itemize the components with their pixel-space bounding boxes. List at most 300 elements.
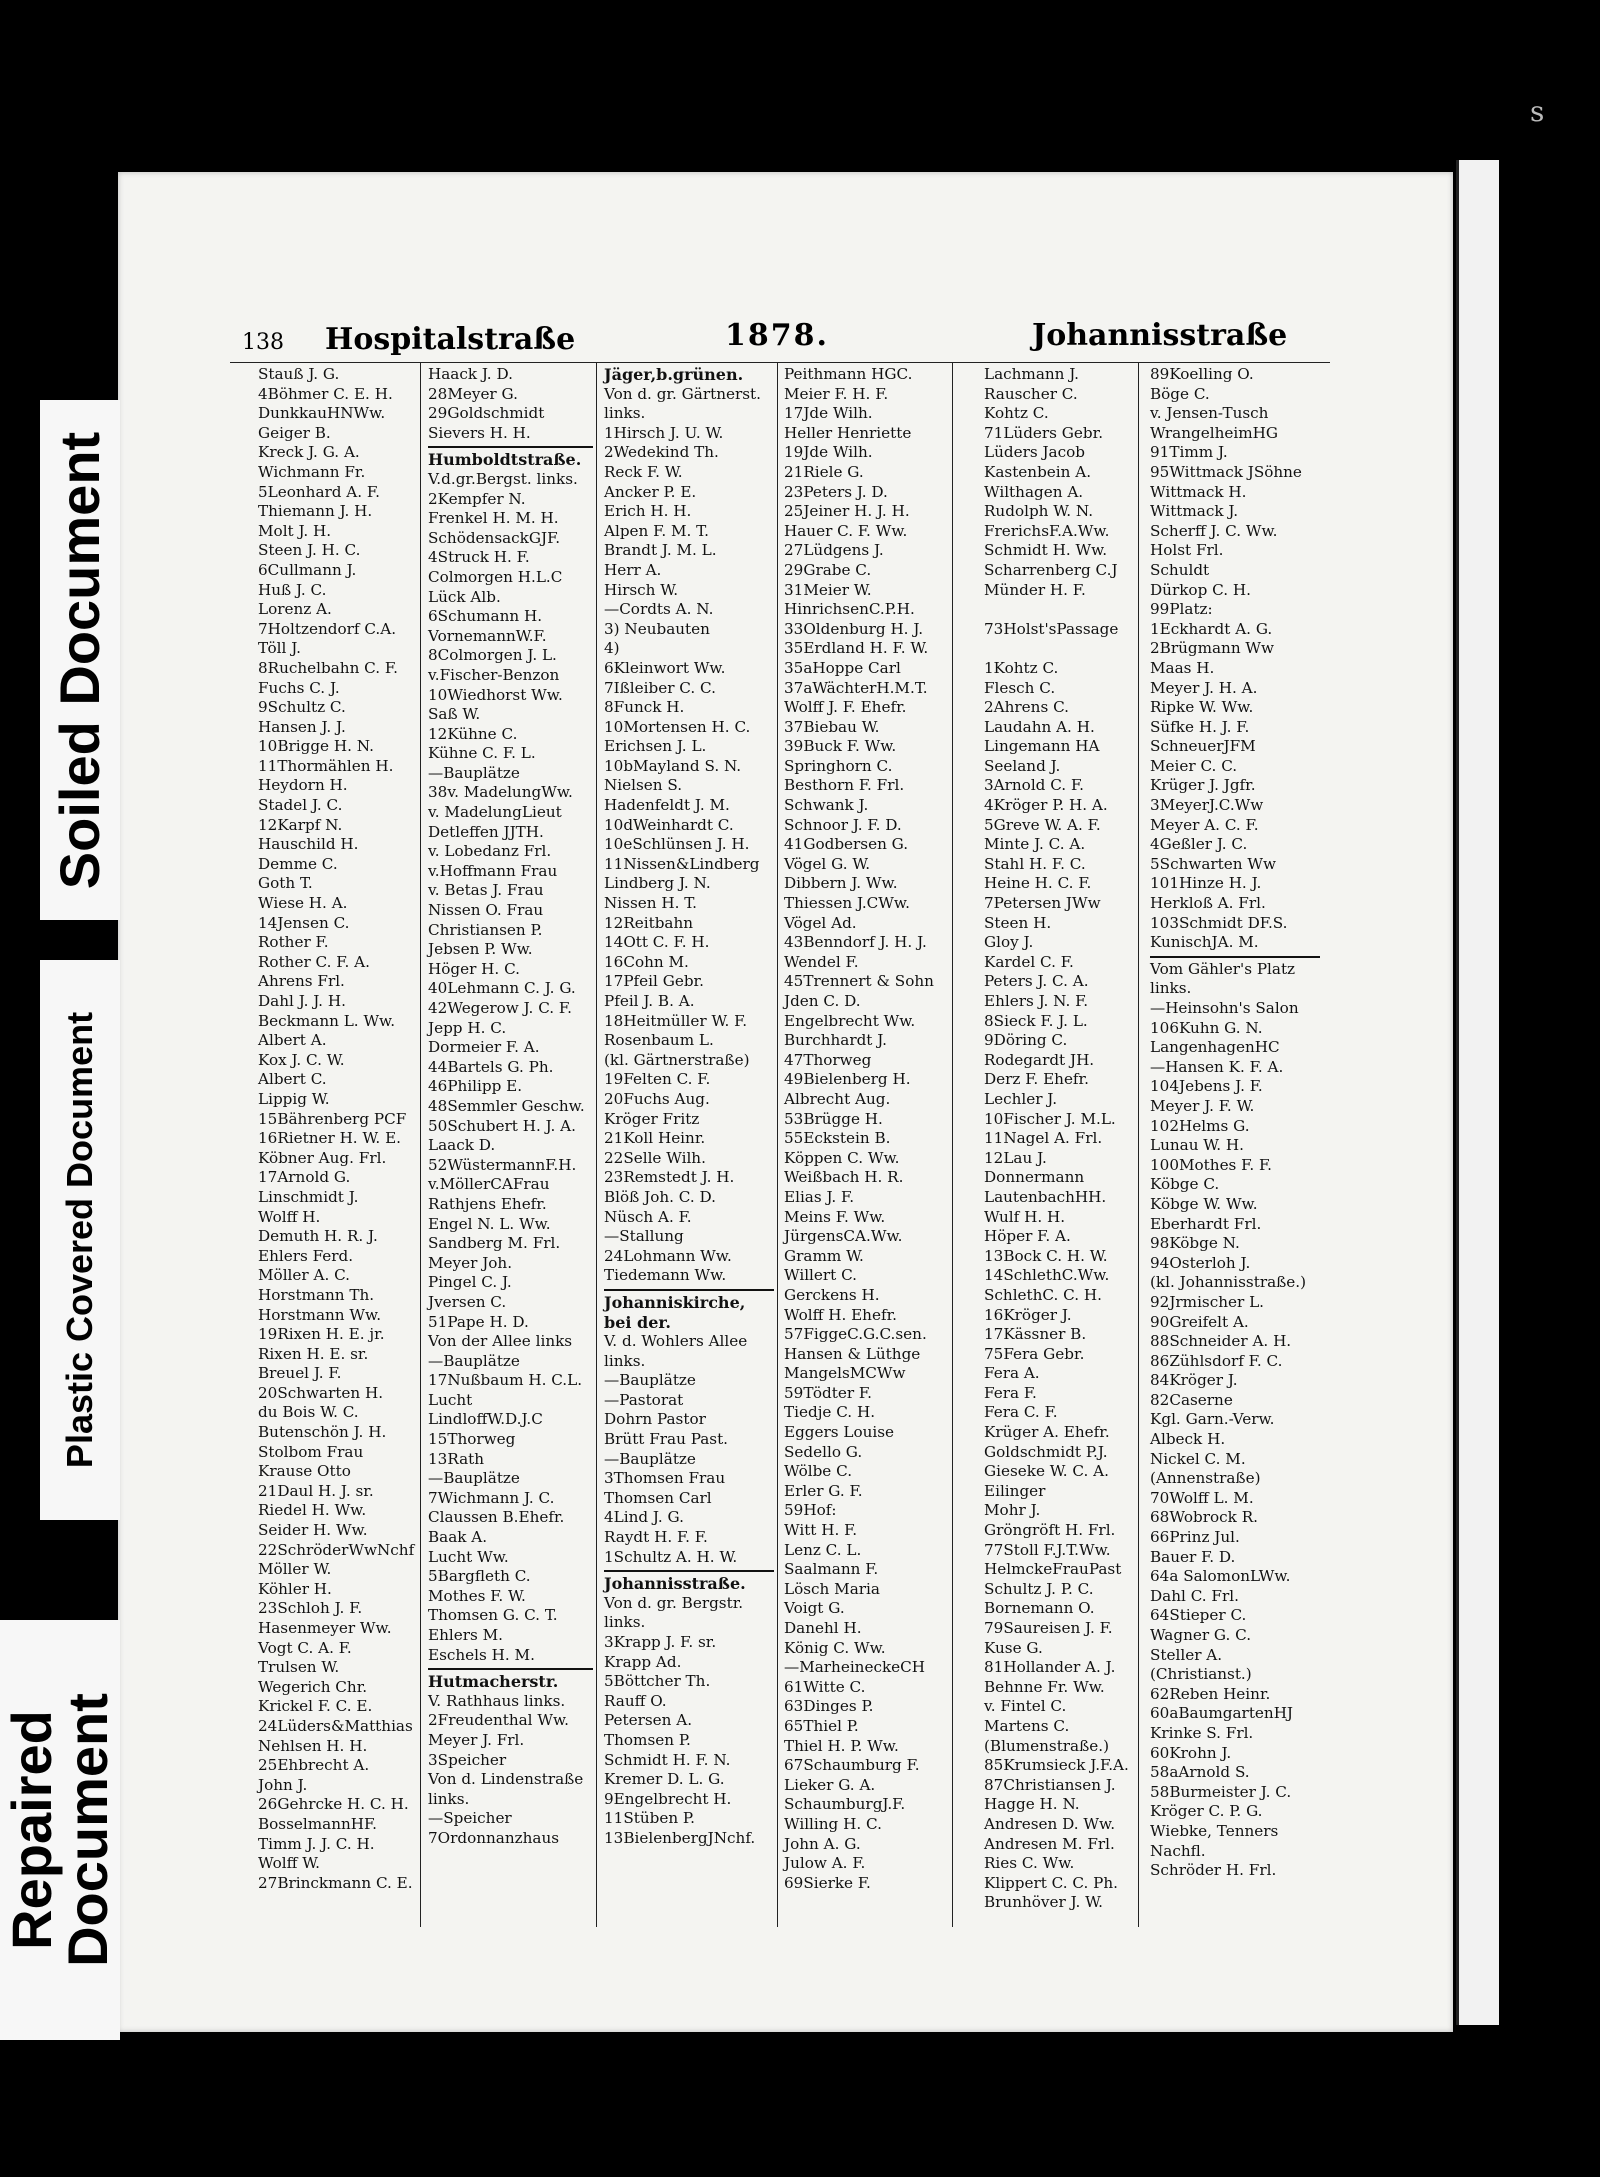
directory-entry: Donnermann <box>984 1168 1085 1187</box>
directory-entry: Lindberg J. N. <box>604 874 711 893</box>
directory-entry: Brunhöver J. W. <box>984 1893 1103 1912</box>
directory-entry: Engel N. L. Ww. <box>428 1214 551 1233</box>
directory-entry: 68Wobrock R. <box>1150 1508 1258 1527</box>
directory-entry: 51Pape H. D. <box>428 1312 529 1331</box>
directory-entry: Hirsch W. <box>604 580 679 599</box>
directory-entry: Springhorn C. <box>784 756 893 775</box>
directory-entry: Lenz C. L. <box>784 1540 862 1559</box>
directory-entry: 89Koelling O. <box>1150 365 1254 383</box>
column-2 <box>428 365 593 1849</box>
directory-entry: Lunau W. H. <box>1150 1136 1244 1155</box>
repaired-line-2: Document <box>56 1693 120 1967</box>
directory-entry: 100Mothes F. F. <box>1150 1155 1273 1174</box>
directory-entry: 33Oldenburg H. J. <box>784 619 924 638</box>
directory-entry: 24Lüders&Matthias <box>258 1716 413 1735</box>
directory-entry: Rother F. <box>258 933 329 952</box>
directory-entry: 81Hollander A. J. <box>984 1658 1116 1677</box>
directory-entry: 14Ott C. F. H. <box>604 933 710 952</box>
directory-entry: König C. Ww. <box>784 1638 886 1657</box>
directory-entry: Hagge H. N. <box>984 1795 1080 1814</box>
directory-entry: Jden C. D. <box>784 992 861 1010</box>
directory-entry: Laack D. <box>428 1136 496 1155</box>
directory-entry: Von d. gr. Gärtnerst. <box>604 384 761 403</box>
directory-entry: Ehlers M. <box>428 1626 503 1644</box>
directory-entry: 79Saureisen J. F. <box>984 1619 1113 1637</box>
directory-entry: 10Wiedhorst Ww. <box>428 685 563 704</box>
directory-entry: Heine H. C. F. <box>984 874 1092 893</box>
directory-entry: Wolff J. F. Ehefr. <box>784 698 907 717</box>
directory-entry: Thomsen Carl <box>604 1488 712 1507</box>
directory-entry: 26Gehrcke H. C. H. <box>258 1795 409 1814</box>
directory-entry: 77Stoll F.J.T.Ww. <box>984 1540 1111 1559</box>
directory-entry: WrangelheimHG <box>1150 423 1278 442</box>
directory-entry: Höger H. C. <box>428 959 520 978</box>
directory-entry: Besthorn F. Frl. <box>784 776 905 795</box>
directory-entry: Wittmack J. <box>1150 502 1239 521</box>
directory-entry: Claussen B.Ehefr. <box>428 1508 565 1527</box>
directory-entry: 29Grabe C. <box>784 560 872 579</box>
directory-entry: Wiebke, Tenners <box>1150 1821 1279 1840</box>
directory-entry: 60aBaumgartenHJ <box>1150 1704 1294 1723</box>
directory-entry: Ries C. Ww. <box>984 1854 1075 1873</box>
directory-entry: 11Thormählen H. <box>258 756 394 775</box>
directory-entry: Meier F. H. F. <box>784 384 889 403</box>
directory-entry: 10Brigge H. N. <box>258 737 374 756</box>
directory-entry: Mothes F. W. <box>428 1586 526 1605</box>
directory-entry: Wulf H. H. <box>984 1207 1066 1226</box>
directory-entry: 8Funck H. <box>604 698 685 717</box>
directory-entry: 53Brügge H. <box>784 1109 883 1128</box>
directory-entry: Lieker G. A. <box>784 1775 876 1794</box>
directory-entry: Willert C. <box>784 1266 858 1285</box>
directory-entry: 86Zühlsdorf F. C. <box>1150 1351 1283 1370</box>
directory-entry: Wolff W. <box>258 1854 320 1873</box>
directory-entry: 101Hinze H. J. <box>1150 874 1262 893</box>
directory-entry: Eilinger <box>984 1481 1046 1500</box>
directory-entry: 4Struck H. F. <box>428 548 530 567</box>
directory-entry: Böge C. <box>1150 384 1210 403</box>
next-page-edge <box>1456 160 1499 2025</box>
directory-entry: 66Prinz Jul. <box>1150 1528 1240 1547</box>
directory-entry: Lingemann HA <box>984 737 1100 756</box>
directory-entry: LindloffW.D.J.C <box>428 1410 543 1429</box>
directory-entry: Albeck H. <box>1150 1430 1226 1449</box>
directory-entry: Demme C. <box>258 854 338 873</box>
directory-entry: 7Wichmann J. C. <box>428 1488 555 1507</box>
section-rule <box>604 1570 774 1572</box>
directory-entry: Erichsen J. L. <box>604 737 707 756</box>
directory-entry: 12Reitbahn <box>604 913 694 932</box>
directory-entry: Linschmidt J. <box>258 1187 359 1206</box>
directory-entry: Albert A. <box>258 1031 327 1050</box>
directory-entry: —Bauplätze <box>428 763 520 782</box>
directory-entry: Hansen & Lüthge <box>784 1344 921 1363</box>
directory-entry: Willing H. C. <box>784 1814 882 1833</box>
directory-entry: 7Ißleiber C. C. <box>604 678 716 697</box>
directory-entry: 90Greifelt A. <box>1150 1312 1249 1331</box>
directory-entry: 1Eckhardt A. G. <box>1150 619 1273 638</box>
directory-entry: Herr A. <box>604 560 662 579</box>
directory-entry: Hauschild H. <box>258 835 359 854</box>
directory-entry: V. d. Wohlers Allee <box>604 1332 748 1351</box>
directory-entry: v. Lobedanz Frl. <box>428 842 552 861</box>
directory-entry: Ahrens Frl. <box>258 972 345 991</box>
directory-entry: Rauff O. <box>604 1691 667 1710</box>
directory-entry <box>984 639 1134 659</box>
directory-entry: Jebsen P. Ww. <box>428 940 533 959</box>
directory-entry: Derz F. Ehefr. <box>984 1070 1089 1089</box>
directory-entry: Hansen J. J. <box>258 717 346 736</box>
directory-entry: Wendel F. <box>784 952 859 971</box>
directory-entry: SchneuerJFM <box>1150 737 1256 756</box>
directory-entry: links. <box>604 1351 646 1370</box>
directory-entry: 2Ahrens C. <box>984 698 1069 717</box>
directory-entry: Wölbe C. <box>784 1462 853 1481</box>
directory-entry: 22SchröderWwNchf <box>258 1540 415 1559</box>
directory-entry: 3Thomsen Frau <box>604 1469 726 1488</box>
directory-entry: Von d. gr. Bergstr. <box>604 1593 744 1612</box>
directory-entry: links. <box>428 1789 470 1808</box>
directory-entry: 9Schultz C. <box>258 698 346 717</box>
directory-entry: 64a SalomonLWw. <box>1150 1567 1291 1586</box>
directory-entry: 3Krapp J. F. sr. <box>604 1633 717 1651</box>
directory-entry: 13Bock C. H. W. <box>984 1246 1108 1265</box>
directory-entry: Weißbach H. R. <box>784 1168 904 1187</box>
directory-entry: 28Meyer G. <box>428 384 518 403</box>
directory-entry: 40Lehmann C. J. G. <box>428 979 576 998</box>
directory-entry: 6Schumann H. <box>428 607 543 626</box>
directory-entry: Münder H. F. <box>984 580 1086 599</box>
directory-entry: Nissen H. T. <box>604 894 697 913</box>
directory-entry: Kühne C. F. L. <box>428 744 536 763</box>
directory-entry: Timm J. J. C. H. <box>258 1834 375 1853</box>
directory-entry: 15Bährenberg PCF <box>258 1109 407 1128</box>
directory-entry: Schmidt H. Ww. <box>984 541 1108 560</box>
directory-entry: Schmidt H. F. N. <box>604 1750 731 1769</box>
directory-entry: 17Pfeil Gebr. <box>604 972 704 991</box>
section-rule <box>428 446 593 448</box>
directory-entry: Kremer D. L. G. <box>604 1770 725 1789</box>
directory-entry: Klippert C. C. Ph. <box>984 1873 1118 1892</box>
directory-entry: 5Greve W. A. F. <box>984 815 1101 834</box>
directory-entry: Lösch Maria <box>784 1579 880 1598</box>
directory-entry: 4Geßler J. C. <box>1150 835 1248 854</box>
directory-entry: Lüders Jacob <box>984 443 1085 462</box>
directory-entry: Eggers Louise <box>784 1423 895 1442</box>
directory-entry: Horstmann Th. <box>258 1285 375 1304</box>
directory-entry: Raydt H. F. F. <box>604 1528 708 1547</box>
directory-entry: Kröger C. P. G. <box>1150 1802 1263 1821</box>
directory-entry: SchlethC. C. H. <box>984 1285 1102 1304</box>
directory-entry: Thiel H. P. Ww. <box>784 1736 899 1755</box>
directory-entry: Reck F. W. <box>604 462 683 481</box>
directory-entry: 10eSchlünsen J. H. <box>604 835 750 854</box>
repaired-document-label <box>0 1620 120 2040</box>
directory-entry: Meyer J. F. W. <box>1150 1096 1255 1115</box>
directory-entry: Meyer A. C. F. <box>1150 815 1259 834</box>
directory-entry: 16Rietner H. W. E. <box>258 1129 401 1148</box>
directory-entry: Julow A. F. <box>784 1854 866 1873</box>
header-rule <box>230 362 1330 363</box>
directory-entry: 1Kohtz C. <box>984 658 1059 677</box>
directory-entry: Colmorgen H.L.C <box>428 567 563 586</box>
directory-entry: 27Lüdgens J. <box>784 541 884 560</box>
directory-entry: Sievers H. H. <box>428 423 531 442</box>
directory-entry: Rixen H. E. sr. <box>258 1344 369 1363</box>
right-street-heading: Johannisstraße <box>1032 318 1288 353</box>
directory-entry: 38v. MadelungWw. <box>428 783 573 802</box>
section-heading: bei der. <box>604 1312 671 1332</box>
directory-entry: Schnoor J. F. D. <box>784 815 902 834</box>
directory-entry: Ancker P. E. <box>604 482 697 501</box>
directory-entry: Pingel C. J. <box>428 1273 512 1292</box>
section-rule <box>604 1289 774 1291</box>
directory-entry: 52WüstermannF.H. <box>428 1155 577 1174</box>
directory-entry: 37Biebau W. <box>784 717 880 736</box>
directory-entry: 10dWeinhardt C. <box>604 815 734 834</box>
directory-entry: Sandberg M. Frl. <box>428 1234 561 1253</box>
directory-entry: Seeland J. <box>984 756 1061 775</box>
directory-entry: Alpen F. M. T. <box>604 521 709 540</box>
directory-entry: Jversen C. <box>428 1292 507 1311</box>
directory-entry: Lachmann J. <box>984 365 1080 383</box>
directory-entry: links. <box>604 1613 646 1632</box>
directory-entry: 95Wittmack JSöhne <box>1150 462 1302 481</box>
directory-entry: 4Kröger P. H. A. <box>984 796 1108 815</box>
directory-entry: (kl. Johannisstraße.) <box>1150 1273 1307 1292</box>
directory-entry: 12Karpf N. <box>258 815 343 834</box>
directory-entry: Fera C. F. <box>984 1403 1058 1422</box>
directory-entry: Kuse G. <box>984 1638 1043 1657</box>
directory-entry: Meyer J. H. A. <box>1150 678 1258 697</box>
directory-entry: 14Jensen C. <box>258 913 350 932</box>
directory-entry: Krickel F. C. E. <box>258 1697 373 1716</box>
directory-entry: 64Stieper C. <box>1150 1606 1247 1625</box>
directory-entry: —Bauplätze <box>428 1351 520 1370</box>
directory-entry: 47Thorweg <box>784 1050 872 1069</box>
directory-entry: Meyer J. Frl. <box>428 1730 525 1749</box>
directory-entry: Kardel C. F. <box>984 952 1074 971</box>
directory-entry: Hauer C. F. Ww. <box>784 521 908 540</box>
directory-entry: 45Trennert & Sohn <box>784 972 934 991</box>
directory-entry: 5Bargfleth C. <box>428 1567 531 1586</box>
directory-entry: 13BielenbergJNchf. <box>604 1828 756 1847</box>
directory-entry: Mohr J. <box>984 1501 1041 1520</box>
directory-entry: 11Nagel A. Frl. <box>984 1129 1103 1148</box>
directory-entry: Dahl C. Frl. <box>1150 1586 1239 1605</box>
directory-entry: Ehlers Ferd. <box>258 1246 354 1265</box>
directory-entry: Krause Otto <box>258 1462 351 1481</box>
page-number: 138 <box>242 330 284 355</box>
directory-entry: Vögel Ad. <box>784 913 857 932</box>
corner-mark: s <box>1530 95 1545 128</box>
directory-entry: Huß J. C. <box>258 580 327 599</box>
section-heading: Johanniskirche, <box>604 1292 746 1312</box>
directory-entry: Eberhardt Frl. <box>1150 1214 1262 1233</box>
directory-entry: v. MadelungLieut <box>428 803 562 822</box>
directory-entry: 11Stüben P. <box>604 1809 695 1828</box>
directory-entry: 99Platz: <box>1150 600 1213 619</box>
directory-entry: Nehlsen H. H. <box>258 1736 368 1755</box>
directory-entry: Von der Allee links <box>428 1332 573 1351</box>
directory-entry: 67Schaumburg F. <box>784 1756 920 1775</box>
soiled-document-text: Soiled Document <box>48 431 112 889</box>
directory-entry: Thomsen P. <box>604 1730 691 1749</box>
directory-entry: Erler G. F. <box>784 1481 863 1500</box>
directory-entry: Trulsen W. <box>258 1658 340 1677</box>
directory-entry: MangelsMCWw <box>784 1364 906 1383</box>
directory-entry: Albrecht Aug. <box>784 1089 891 1108</box>
directory-entry: du Bois W. C. <box>258 1403 359 1422</box>
directory-entry: Kröger Fritz <box>604 1109 700 1128</box>
soiled-document-label <box>40 400 120 920</box>
directory-entry: Schwank J. <box>784 796 869 815</box>
directory-entry: 7Holtzendorf C.A. <box>258 619 397 638</box>
directory-entry: Geiger B. <box>258 423 331 442</box>
directory-entry: Maas H. <box>1150 658 1215 677</box>
directory-entry: Bauer F. D. <box>1150 1547 1236 1566</box>
directory-entry: 15Thorweg <box>428 1430 516 1449</box>
directory-entry: Gerckens H. <box>784 1285 880 1304</box>
directory-entry: 39Buck F. Ww. <box>784 737 897 756</box>
directory-entry: Witt H. F. <box>784 1521 858 1540</box>
directory-entry: 10Fischer J. M.L. <box>984 1109 1116 1128</box>
directory-entry: 6Kleinwort Ww. <box>604 658 726 677</box>
directory-entry: Scharrenberg C.J <box>984 560 1118 579</box>
directory-entry: —Speicher <box>428 1809 512 1828</box>
directory-entry: 70Wolff L. M. <box>1150 1488 1254 1507</box>
section-heading: Jäger,b.grünen. <box>604 365 744 384</box>
directory-entry: 18Heitmüller W. F. <box>604 1011 748 1030</box>
directory-entry: Demuth H. R. J. <box>258 1227 378 1246</box>
directory-entry: Wegerich Chr. <box>258 1677 368 1696</box>
directory-entry: Minte J. C. A. <box>984 835 1086 854</box>
directory-entry: 42Wegerow J. C. F. <box>428 999 572 1017</box>
directory-entry: 46Philipp E. <box>428 1077 523 1096</box>
directory-entry: Gloy J. <box>984 933 1034 952</box>
directory-entry: Herkloß A. Frl. <box>1150 894 1266 913</box>
year-heading: 1878. <box>725 318 829 353</box>
directory-entry: 73Holst'sPassage <box>984 619 1119 638</box>
directory-entry: v. Betas J. Frau <box>428 881 544 900</box>
directory-entry: Ripke W. Ww. <box>1150 698 1254 717</box>
directory-entry: Hadenfeldt J. M. <box>604 796 730 815</box>
directory-entry: 25Ehbrecht A. <box>258 1756 370 1775</box>
directory-entry: 19Felten C. F. <box>604 1070 711 1089</box>
directory-entry: Gieseke W. C. A. <box>984 1462 1109 1481</box>
directory-entry: Wilthagen A. <box>984 482 1084 501</box>
directory-entry: 65Thiel P. <box>784 1716 859 1735</box>
directory-entry: 21Riele G. <box>784 462 864 481</box>
directory-entry: BosselmannHF. <box>258 1814 377 1833</box>
directory-entry: 21Koll Heinr. <box>604 1129 706 1148</box>
directory-entry: 7Petersen JWw <box>984 894 1101 913</box>
directory-entry: Tiedemann Ww. <box>604 1266 727 1285</box>
directory-entry: V.d.gr.Bergst. links. <box>428 469 578 488</box>
directory-entry: 3Arnold C. F. <box>984 776 1084 795</box>
directory-entry: Meyer Joh. <box>428 1253 513 1272</box>
directory-entry: 24Lohmann Ww. <box>604 1246 732 1265</box>
directory-entry: 71Lüders Gebr. <box>984 423 1104 442</box>
directory-entry: 75Fera Gebr. <box>984 1344 1085 1363</box>
directory-entry: John J. <box>258 1775 308 1794</box>
directory-entry: Albert C. <box>258 1070 327 1089</box>
directory-entry: Rathjens Ehefr. <box>428 1194 547 1213</box>
column-5 <box>984 365 1134 1913</box>
directory-entry: FrerichsF.A.Ww. <box>984 521 1110 540</box>
directory-entry: Elias J. F. <box>784 1187 855 1206</box>
directory-entry: Lorenz A. <box>258 600 332 619</box>
directory-entry: Wiese H. A. <box>258 894 348 913</box>
directory-entry: KunischJA. M. <box>1150 933 1259 952</box>
directory-entry: Lucht <box>428 1390 473 1409</box>
directory-entry: Pfeil J. B. A. <box>604 992 695 1010</box>
directory-entry: 12Kühne C. <box>428 724 518 743</box>
directory-entry: 8Colmorgen J. L. <box>428 646 557 665</box>
directory-entry: 6Cullmann J. <box>258 560 357 579</box>
directory-entry: Fera A. <box>984 1364 1040 1383</box>
directory-entry: 88Schneider A. H. <box>1150 1332 1292 1351</box>
directory-entry: Engelbrecht Ww. <box>784 1011 916 1030</box>
directory-entry: 103Schmidt DF.S. <box>1150 913 1288 932</box>
directory-entry: Krapp Ad. <box>604 1652 682 1671</box>
directory-entry: Andresen M. Frl. <box>984 1834 1115 1853</box>
directory-entry: 102Helms G. <box>1150 1116 1250 1135</box>
directory-entry: 5Leonhard A. F. <box>258 482 380 501</box>
directory-entry: Hasenmeyer Ww. <box>258 1619 392 1637</box>
directory-entry: Horstmann Ww. <box>258 1305 382 1324</box>
directory-entry: 8Ruchelbahn C. F. <box>258 658 398 677</box>
directory-entry: Sedello G. <box>784 1442 863 1461</box>
directory-entry: Rother C. F. A. <box>258 952 370 971</box>
column-4 <box>784 365 949 1893</box>
directory-entry: Erich H. H. <box>604 502 692 521</box>
directory-entry: 58Burmeister J. C. <box>1150 1782 1292 1801</box>
directory-entry: Krüger J. Jgfr. <box>1150 776 1256 795</box>
directory-entry: 2Kempfer N. <box>428 489 526 508</box>
plastic-covered-document-text: Plastic Covered Document <box>59 1011 101 1469</box>
directory-entry: v.Hoffmann Frau <box>428 861 558 880</box>
column-divider <box>420 362 421 1927</box>
directory-entry: Vogt C. A. F. <box>258 1638 352 1657</box>
directory-entry: 1Schultz A. H. W. <box>604 1547 738 1566</box>
section-heading: Hutmacherstr. <box>428 1672 559 1692</box>
directory-entry: Steller A. <box>1150 1645 1223 1664</box>
directory-entry: 25Jeiner H. J. H. <box>784 502 910 521</box>
directory-entry: 63Dinges P. <box>784 1697 874 1716</box>
directory-entry: 61Witte C. <box>784 1677 866 1696</box>
directory-entry: Stauß J. G. <box>258 365 340 383</box>
directory-entry: Kastenbein A. <box>984 462 1092 481</box>
directory-entry: 2Freudenthal Ww. <box>428 1711 569 1730</box>
directory-entry: Krüger A. Ehefr. <box>984 1423 1110 1442</box>
directory-entry: 59Hof: <box>784 1501 837 1520</box>
column-3 <box>604 365 774 1849</box>
directory-entry: 23Schloh J. F. <box>258 1599 363 1618</box>
directory-entry: 59Tödter F. <box>784 1383 872 1402</box>
directory-entry: —Cordts A. N. <box>604 600 714 619</box>
directory-entry: Süfke H. J. F. <box>1150 717 1250 736</box>
directory-entry: 23Remstedt J. H. <box>604 1168 735 1187</box>
directory-entry: Dibbern J. Ww. <box>784 874 898 893</box>
directory-entry: Schröder H. Frl. <box>1150 1861 1277 1880</box>
directory-entry: Thomsen G. C. T. <box>428 1606 558 1625</box>
directory-entry: Nachfl. <box>1150 1841 1206 1860</box>
section-rule <box>428 1668 593 1670</box>
directory-entry: 2Brügmann Ww <box>1150 639 1275 658</box>
directory-entry: —Bauplätze <box>604 1371 696 1390</box>
directory-entry: Stadel J. C. <box>258 796 343 815</box>
